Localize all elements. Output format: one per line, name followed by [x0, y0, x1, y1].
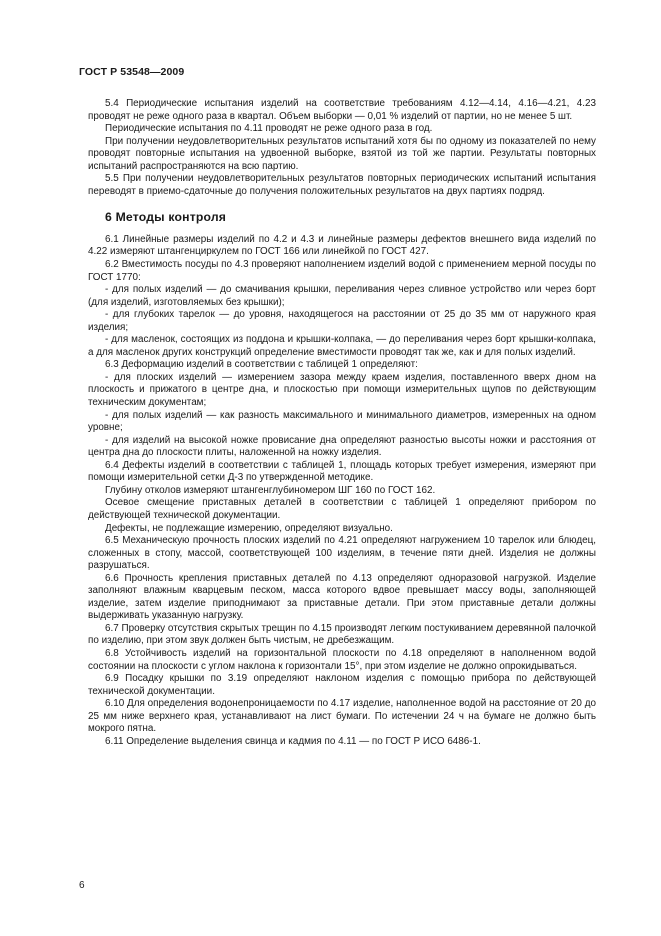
- paragraph: Периодические испытания по 4.11 проводят не реже одного раза в год.: [105, 123, 433, 135]
- paragraph: Глубину отколов измеряют штангенглубиномером ШГ 160 по ГОСТ 162.: [105, 484, 436, 496]
- section-heading: 6 Методы контроля: [105, 210, 227, 225]
- document-body: [88, 98, 596, 748]
- paragraph: 6.3 Деформацию изделий в соответствии с таблицей 1 определяют:: [105, 359, 418, 371]
- paragraph: 6.4 Дефекты изделий в соответствии с таблицей 1, площадь которых требует измерения, измеряют при помощи измерительной сетки Д-3 по утвержденной методике.: [88, 459, 596, 484]
- paragraph: 6.9 Посадку крышки по 3.19 определяют наклоном изделия с помощью прибора по действующей технической документации.: [88, 673, 596, 697]
- paragraph: При получении неудовлетворительных результатов испытаний хотя бы по одному из показателей по нему проводят повторные испытания на удвоенной выборке, взятой из той же партии. Результаты повторных испытаний распространяются на всю партию.: [88, 135, 596, 172]
- paragraph: 6.5 Механическую прочность плоских изделий по 4.21 определяют нагружением 10 тарелок или блюдец, сложенных в стопу, массой, соответствующей 100 изделиям, в течение пяти дней. Изделия не должны разрушаться.: [88, 535, 596, 572]
- paragraph: 6.7 Проверку отсутствия скрытых трещин по 4.15 производят легким постукиванием деревянной палочкой по изделию, при этом звук должен быть чистым, не дребезжащим.: [88, 622, 596, 647]
- list-item: - для изделий на высокой ножке провисание дна определяют разностью высоты ножки и расстояния от центра дна до плоскости плиты, наложенной на ножку изделия.: [88, 434, 596, 459]
- document-header: ГОСТ Р 53548—2009: [79, 66, 185, 78]
- paragraph: 6.11 Определение выделения свинца и кадмия по 4.11 — по ГОСТ Р ИСО 6486-1.: [105, 735, 481, 747]
- list-item: - для полых изделий — как разность максимального и минимального диаметров, измеренных на одном уровне;: [88, 409, 596, 434]
- paragraph: 5.5 При получении неудовлетворительных результатов повторных периодических испытаний испытания переводят в приемо-сдаточные до получения положительных результатов на двух партиях подряд.: [88, 173, 596, 197]
- paragraph: 6.2 Вместимость посуды по 4.3 проверяют наполнением изделий водой с применением мерной посуды по ГОСТ 1770:: [88, 259, 596, 283]
- paragraph: 6.10 Для определения водонепроницаемости по 4.17 изделие, наполненное водой на расстояние от 20 до 25 мм ниже верхнего края, устанавливают на лист бумаги. По истечении 24 ч на бумаге не должно быть мокрого пятна.: [88, 698, 596, 735]
- paragraph: Осевое смещение приставных деталей в соответствии с таблицей 1 определяют прибором по действующей технической документации.: [88, 497, 596, 521]
- list-item: - для полых изделий — до смачивания крышки, переливания через сливное устройство или через борт (для изделий, изготовляемых без крышки);: [88, 284, 596, 308]
- paragraph: 6.1 Линейные размеры изделий по 4.2 и 4.3 и линейные размеры дефектов внешнего вида изделий по 4.22 измеряют штангенциркулем по ГОСТ 166 или линейкой по ГОСТ 427.: [88, 233, 596, 258]
- page-number: 6: [79, 880, 85, 891]
- paragraph: Дефекты, не подлежащие измерению, определяют визуально.: [105, 522, 393, 534]
- list-item: - для масленок, состоящих из поддона и крышки-колпака, — до переливания через борт крышки-колпака, а для масленок других конструкций определение вместимости проводят так же, как и для полых изделий.: [88, 334, 596, 358]
- paragraph: 5.4 Периодические испытания изделий на соответствие требованиям 4.12—4.14, 4.16—4.21, 4.23 проводят не реже одного раза в квартал. Объем выборки — 0,01 % изделий от партии, но не менее 5 шт.: [88, 98, 596, 122]
- list-item: - для плоских изделий — измерением зазора между краем изделия, поставленного вверх дном на плоскость и прижатого в центре дна, и плоскостью при помощи измерительных щупов по действующим техническим документам;: [88, 371, 596, 409]
- paragraph: 6.6 Прочность крепления приставных деталей по 4.13 определяют одноразовой нагрузкой. Изделие заполняют влажным кварцевым песком, масса которого вдвое превышает массу воды, заполняющей изделие, затем изделие приподнимают за приставные детали. При этом приставные детали должны выдерживать указанную нагрузку.: [88, 572, 596, 622]
- list-item: - для глубоких тарелок — до уровня, находящегося на расстоянии от 25 до 35 мм от наружного края изделия;: [88, 309, 596, 333]
- paragraph: 6.8 Устойчивость изделий на горизонтальной плоскости по 4.18 определяют в наполненном водой состоянии на плоскости с углом наклона к горизонтали 15°, при этом изделие не должно опрокидываться.: [88, 647, 596, 672]
